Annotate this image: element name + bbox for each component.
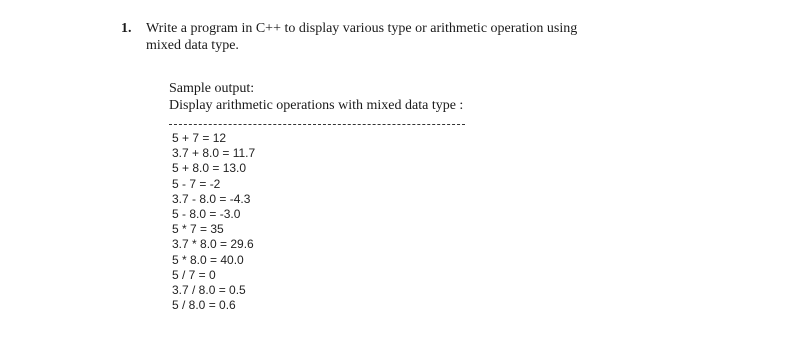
output-line: 5 * 7 = 35 <box>172 222 224 237</box>
output-line: 5 / 7 = 0 <box>172 267 216 282</box>
question-text <box>146 20 706 54</box>
question-text-line-1: Write a program in C++ to display various type or arithmetic operation using <box>146 21 578 36</box>
sample-heading: Sample output: <box>169 81 255 96</box>
output-line: 3.7 / 8.0 = 0.5 <box>172 282 246 297</box>
sample-subheading: Display arithmetic operations with mixed data type : <box>169 98 464 113</box>
output-line: 3.7 + 8.0 = 11.7 <box>172 146 256 161</box>
output-line: 5 + 8.0 = 13.0 <box>172 161 247 176</box>
dashed-divider <box>169 124 465 125</box>
output-line: 5 + 7 = 12 <box>172 131 227 145</box>
output-line: 5 - 8.0 = -3.0 <box>172 206 241 221</box>
question-number: 1. <box>121 21 132 36</box>
output-line: 5 - 7 = -2 <box>172 176 221 191</box>
question-text-line-2: mixed data type. <box>146 38 239 53</box>
output-line: 5 / 8.0 = 0.6 <box>172 298 236 313</box>
output-line: 3.7 * 8.0 = 29.6 <box>172 237 254 252</box>
sample-output-list <box>172 131 255 313</box>
output-line: 3.7 - 8.0 = -4.3 <box>172 191 251 206</box>
output-line: 5 * 8.0 = 40.0 <box>172 252 244 267</box>
sample-output-header <box>169 80 489 114</box>
